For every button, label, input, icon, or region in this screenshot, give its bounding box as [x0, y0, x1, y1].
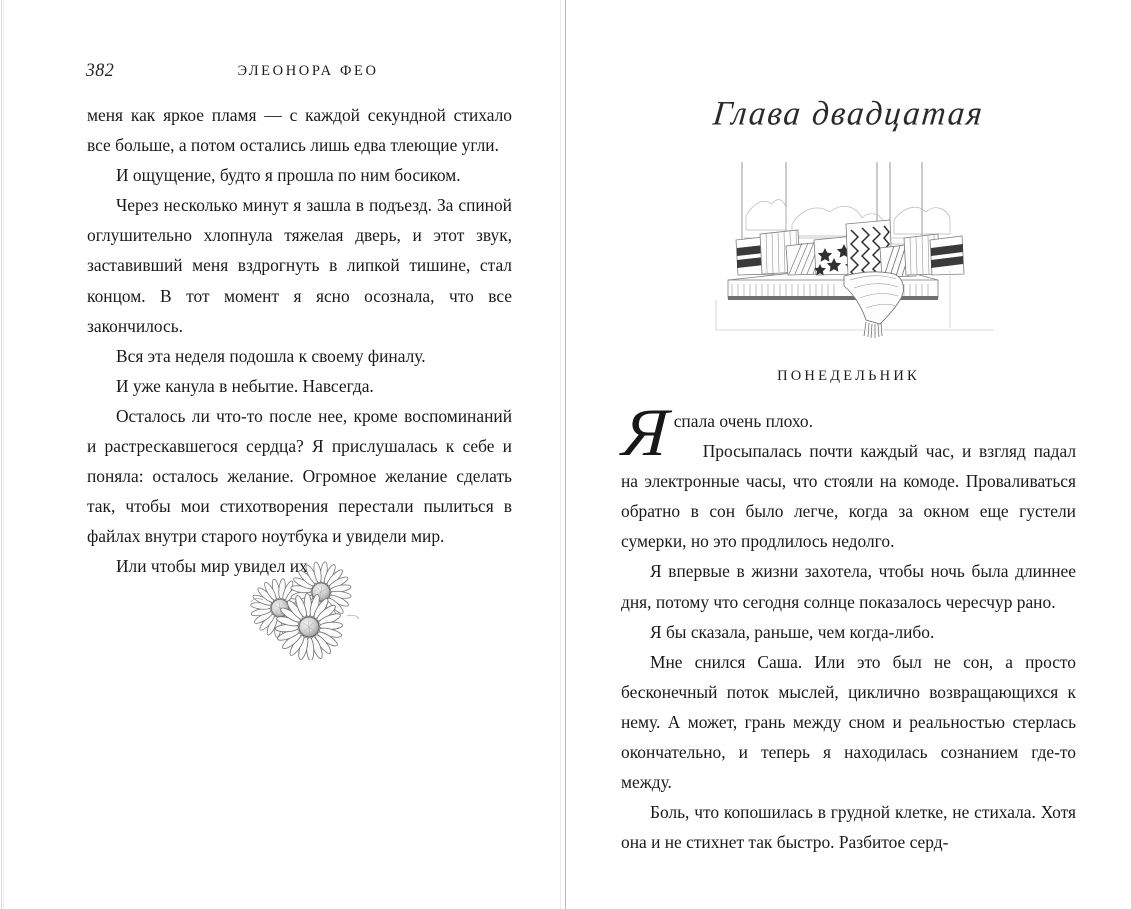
paragraph: Просыпалась почти каждый час, и взгляд падал на электронные часы, что стояли на комоде. Проваливаться обратно в сон было легче, когда за окном еще густели сумерки, но это продлилось недолго.: [621, 441, 1076, 552]
drop-cap: Я: [620, 394, 671, 470]
verso-body-text: [87, 100, 512, 582]
opening-paragraph: [620, 394, 1076, 470]
daisies-ornament-icon: [243, 556, 365, 660]
recto-body-text: [620, 394, 1076, 857]
paragraph: И ощущение, будто я прошла по ним босиком.: [116, 165, 461, 186]
page-number: 382: [85, 60, 115, 81]
day-heading: ПОНЕДЕЛЬНИК: [777, 368, 920, 384]
running-title-author: ЭЛЕОНОРА ФЕО: [237, 63, 379, 79]
recto-page: [566, 0, 1131, 909]
chapter-title: Глава двадцатая: [711, 95, 986, 133]
verso-page: [0, 0, 565, 909]
paragraph: Мне снился Саша. Или это был не сон, а просто бесконечный поток мыслей, циклично возвращающихся к нему. А может, грань между сном и реальностью стерлась окончательно, и теперь я находилась сознанием где-то между.: [621, 651, 1076, 793]
gutter-shadow: [560, 0, 561, 909]
paragraph: Осталось ли что-то после нее, кроме воспоминаний и растрескавшегося сердца? Я прислушалась к себе и поняла: осталось желание. Огромное желание сделать так, чтобы мои стихотворения перестали пылиться в файлах внутри старого ноутбука и увидели мир.: [87, 405, 512, 547]
paragraph: Или чтобы мир увидел их.: [116, 556, 313, 577]
paragraph: Я впервые в жизни захотела, чтобы ночь была длиннее дня, потому что сегодня солнце показалось чересчур рано.: [621, 561, 1076, 612]
paragraph: И уже канула в небытие. Навсегда.: [116, 375, 374, 396]
window-seat-illustration-icon: [694, 158, 1024, 348]
paragraph: Вся эта неделя подошла к своему финалу.: [116, 345, 426, 366]
paragraph: Боль, что копошилась в грудной клетке, не стихала. Хотя она и не стихнет так быстро. Разбитое серд-: [621, 802, 1076, 853]
paragraph: Через несколько минут я зашла в подъезд. За спиной оглушительно хлопнула тяжелая дверь, и этот звук, заставивший меня вздрогнуть в липкой тишине, стал концом. В тот момент я ясно осознала, что все закончилось.: [87, 195, 512, 336]
running-head: [85, 58, 513, 86]
opening-line: спала очень плохо.: [673, 411, 813, 431]
paragraph: Я бы сказала, раньше, чем когда-либо.: [650, 621, 935, 642]
paragraph: меня как яркое пламя — с каждой секундной стихало все больше, а потом остались лишь едва тлеющие угли.: [87, 105, 512, 156]
